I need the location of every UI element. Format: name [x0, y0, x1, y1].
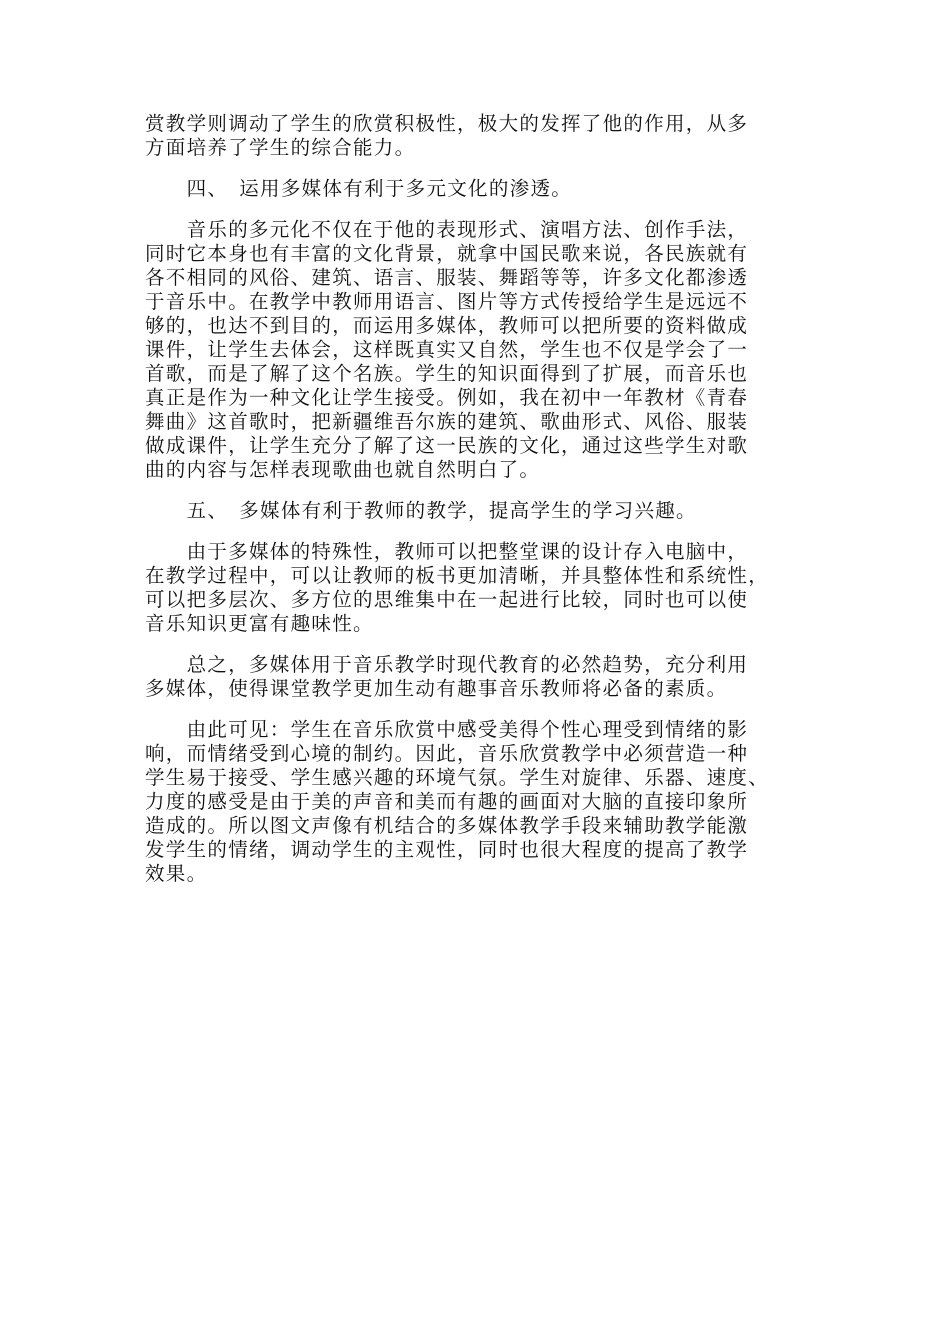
paragraph-continuation — [145, 112, 805, 160]
text-line: 首歌，而是了解了这个名族。学生的知识面得到了扩展，而音乐也 — [145, 362, 749, 385]
text-line: 学生易于接受、学生感兴趣的环境气氛。学生对旋律、乐器、速度、 — [145, 766, 770, 789]
text-line: 多媒体，使得课堂教学更加生动有趣事音乐教师将必备的素质。 — [145, 677, 728, 700]
text-line: 可以把多层次、多方位的思维集中在一起进行比较，同时也可以使 — [145, 588, 749, 611]
heading-line: 五、 多媒体有利于教师的教学，提高学生的学习兴趣。 — [145, 499, 697, 522]
text-line: 同时它本身也有丰富的文化背景，就拿中国民歌来说，各民族就有 — [145, 242, 749, 265]
text-line: 做成课件，让学生充分了解了这一民族的文化，通过这些学生对歌 — [145, 434, 749, 457]
text-line: 各不相同的风俗、建筑、语言、服装、舞蹈等等，许多文化都渗透 — [145, 266, 749, 289]
paragraph-conclusion — [145, 718, 805, 886]
paragraph-teaching — [145, 540, 805, 636]
heading-line: 四、 运用多媒体有利于多元文化的渗透。 — [145, 177, 573, 200]
text-line: 力度的感受是由于美的声音和美而有趣的画面对大脑的直接印象所 — [145, 790, 749, 813]
text-line: 在教学过程中，可以让教师的板书更加清晰，并具整体性和系统性， — [145, 564, 770, 587]
paragraph-summary — [145, 653, 805, 701]
text-line: 方面培养了学生的综合能力。 — [145, 136, 416, 159]
text-line: 课件，让学生去体会，这样既真实又自然，学生也不仅是学会了一 — [145, 338, 749, 361]
text-line: 造成的。所以图文声像有机结合的多媒体教学手段来辅助教学能激 — [145, 814, 749, 837]
section-heading-5 — [145, 499, 805, 523]
text-line: 响，而情绪受到心境的制约。因此，音乐欣赏教学中必须营造一种 — [145, 742, 749, 765]
text-line: 总之，多媒体用于音乐教学时现代教育的必然趋势，充分利用 — [145, 653, 749, 676]
text-line: 由于多媒体的特殊性，教师可以把整堂课的设计存入电脑中， — [145, 540, 749, 563]
paragraph-multicultural — [145, 218, 805, 482]
text-line: 赏教学则调动了学生的欣赏积极性，极大的发挥了他的作用，从多 — [145, 112, 749, 135]
text-line: 由此可见：学生在音乐欣赏中感受美得个性心理受到情绪的影 — [145, 718, 749, 741]
text-line: 曲的内容与怎样表现歌曲也就自然明白了。 — [145, 458, 541, 481]
text-line: 于音乐中。在教学中教师用语言、图片等方式传授给学生是远远不 — [145, 290, 749, 313]
text-line: 效果。 — [145, 862, 208, 885]
text-line: 舞曲》这首歌时，把新疆维吾尔族的建筑、歌曲形式、风俗、服装 — [145, 410, 749, 433]
text-line: 音乐的多元化不仅在于他的表现形式、演唱方法、创作手法， — [145, 218, 749, 241]
text-line: 发学生的情绪，调动学生的主观性，同时也很大程度的提高了教学 — [145, 838, 749, 861]
document-page — [145, 112, 805, 903]
section-heading-4 — [145, 177, 805, 201]
text-line: 真正是作为一种文化让学生接受。例如，我在初中一年教材《青春 — [145, 386, 749, 409]
text-line: 音乐知识更富有趣味性。 — [145, 612, 374, 635]
text-line: 够的，也达不到目的，而运用多媒体，教师可以把所要的资料做成 — [145, 314, 749, 337]
